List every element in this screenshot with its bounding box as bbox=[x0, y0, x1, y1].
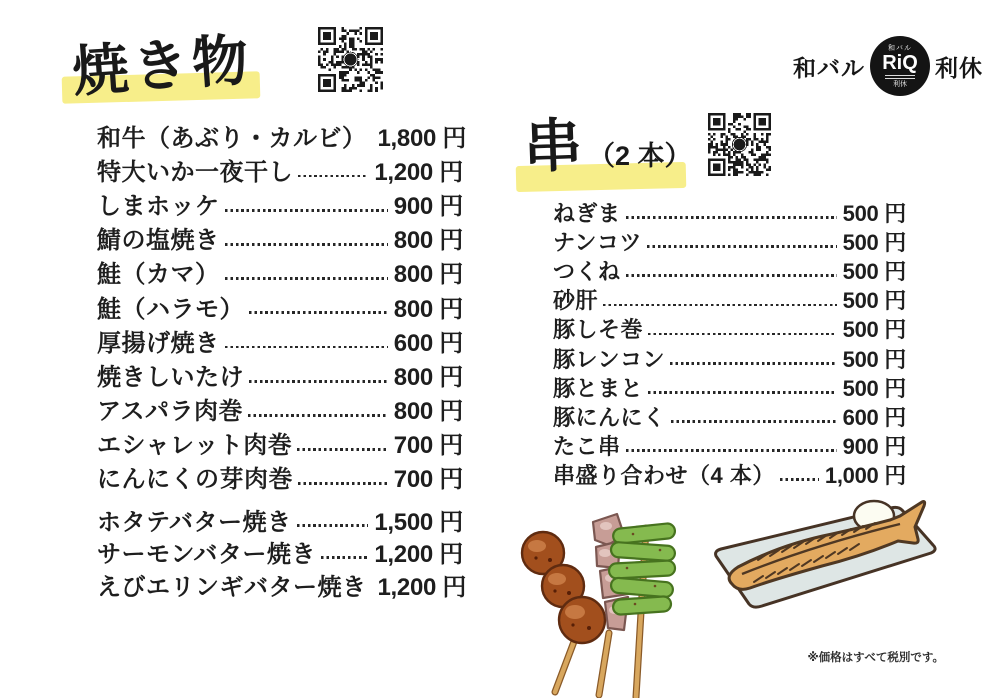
menu-item-name: エシャレット肉巻 bbox=[97, 432, 293, 460]
menu-item-price: 800 円 bbox=[393, 295, 463, 323]
menu-item-price: 500 円 bbox=[842, 288, 906, 314]
dot-leader bbox=[298, 175, 368, 178]
dot-leader bbox=[648, 333, 837, 336]
menu-item-row bbox=[97, 255, 463, 289]
grilled-fish-plate-illustration bbox=[702, 494, 942, 616]
logo-tagline-line bbox=[885, 78, 915, 79]
dot-leader bbox=[626, 449, 837, 452]
menu-item-name: 豚レンコン bbox=[553, 346, 665, 372]
menu-item-row bbox=[97, 289, 463, 323]
logo-tagline-line bbox=[885, 75, 915, 76]
menu-item-name: 串盛り合わせ（4 本） bbox=[553, 462, 775, 488]
menu-item-name: 鮭（カマ） bbox=[97, 261, 220, 289]
menu-item-row bbox=[97, 186, 463, 220]
menu-item-name: 豚しそ巻 bbox=[553, 317, 644, 343]
menu-item-price: 1,200 円 bbox=[377, 573, 467, 601]
menu-item-price: 500 円 bbox=[842, 259, 906, 285]
menu-item-price: 1,200 円 bbox=[374, 158, 463, 186]
dot-leader bbox=[225, 209, 388, 212]
menu-item-name: えびエリンギバター焼き bbox=[97, 573, 367, 601]
menu-item-row bbox=[553, 343, 906, 372]
restaurant-logo bbox=[793, 36, 983, 96]
menu-item-row bbox=[97, 426, 463, 460]
menu-item-row bbox=[553, 256, 906, 285]
menu-item-price: 500 円 bbox=[842, 346, 906, 372]
menu-item-name: 特大いか一夜干し bbox=[97, 158, 293, 186]
dot-leader bbox=[225, 346, 388, 349]
menu-item-name: 鮭（ハラモ） bbox=[97, 295, 244, 323]
logo-circle bbox=[870, 36, 930, 96]
dot-leader bbox=[670, 362, 837, 365]
dot-leader bbox=[249, 311, 388, 314]
menu-item-name: ナンコツ bbox=[553, 230, 642, 256]
menu-item-price: 600 円 bbox=[842, 404, 906, 430]
logo-left-text: 和バル bbox=[793, 54, 865, 81]
dot-leader bbox=[626, 274, 837, 277]
menu-item-name: アスパラ肉巻 bbox=[97, 398, 244, 426]
menu-item-price: 900 円 bbox=[393, 192, 463, 220]
menu-item-name: ホタテバター焼き bbox=[97, 508, 292, 536]
kushi-menu-list bbox=[553, 198, 906, 489]
qr-code-icon bbox=[318, 27, 383, 92]
kushi-title-text: 串 bbox=[522, 113, 584, 180]
kushi-section-title bbox=[522, 113, 692, 180]
dot-leader bbox=[647, 245, 837, 248]
menu-item-name: 豚とまと bbox=[553, 375, 644, 401]
menu-item-price: 1,500 円 bbox=[374, 508, 463, 536]
logo-right-text: 利休 bbox=[935, 54, 983, 81]
yakitori-skewers-illustration bbox=[505, 498, 705, 698]
menu-item-row bbox=[553, 285, 906, 314]
menu-item-row bbox=[553, 227, 906, 256]
dot-leader bbox=[603, 304, 837, 307]
menu-item-name: 焼きしいたけ bbox=[97, 363, 244, 391]
menu-item-price: 1,800 円 bbox=[377, 124, 467, 152]
dot-leader bbox=[671, 420, 837, 423]
menu-item-price: 1,000 円 bbox=[824, 462, 906, 488]
dot-leader bbox=[297, 524, 369, 527]
menu-item-price: 700 円 bbox=[393, 432, 463, 460]
menu-item-price: 500 円 bbox=[842, 317, 906, 343]
menu-item-row bbox=[553, 314, 906, 343]
logo-circle-main-text: RiQ bbox=[882, 51, 918, 74]
menu-item-price: 900 円 bbox=[842, 433, 906, 459]
menu-item-row bbox=[97, 392, 463, 426]
menu-item-name: たこ串 bbox=[553, 433, 621, 459]
menu-item-name: 豚にんにく bbox=[553, 404, 666, 430]
dot-leader bbox=[780, 478, 819, 481]
tax-disclaimer-note: ※価格はすべて税別です。 bbox=[807, 652, 944, 664]
kushi-title-subtitle: （2 本） bbox=[588, 141, 692, 171]
menu-item-price: 700 円 bbox=[393, 466, 463, 494]
menu-item-name: 和牛（あぶり・カルビ） bbox=[97, 124, 367, 152]
menu-item-row bbox=[553, 402, 906, 431]
dot-leader bbox=[648, 391, 837, 394]
menu-item-row bbox=[97, 460, 463, 494]
menu-item-row bbox=[97, 152, 463, 186]
menu-item-price: 500 円 bbox=[842, 375, 906, 401]
logo-circle-top-text: 和バル bbox=[888, 44, 912, 52]
menu-item-row bbox=[97, 536, 463, 569]
menu-item-name: 砂肝 bbox=[553, 288, 599, 314]
menu-item-row bbox=[97, 323, 463, 357]
menu-item-row bbox=[97, 568, 467, 601]
menu-item-name: しまホッケ bbox=[97, 192, 220, 220]
menu-item-name: ねぎま bbox=[553, 201, 621, 227]
menu-item-row bbox=[97, 221, 463, 255]
yakimono-menu-list bbox=[97, 118, 467, 601]
menu-item-price: 500 円 bbox=[842, 201, 906, 227]
dot-leader bbox=[298, 482, 388, 485]
menu-item-row bbox=[553, 460, 906, 489]
menu-item-name: つくね bbox=[553, 259, 621, 285]
menu-item-row bbox=[553, 198, 906, 227]
menu-item-row bbox=[97, 503, 463, 536]
menu-item-name: 厚揚げ焼き bbox=[97, 329, 220, 357]
menu-item-row bbox=[553, 431, 906, 460]
menu-item-row bbox=[553, 373, 906, 402]
menu-item-name: 鯖の塩焼き bbox=[97, 227, 220, 255]
dot-leader bbox=[321, 556, 369, 559]
menu-item-price: 600 円 bbox=[393, 329, 463, 357]
menu-item-price: 800 円 bbox=[393, 227, 463, 255]
menu-item-price: 1,200 円 bbox=[374, 541, 463, 569]
menu-item-name: にんにくの芽肉巻 bbox=[97, 466, 293, 494]
dot-leader bbox=[248, 414, 388, 417]
menu-item-price: 800 円 bbox=[393, 363, 463, 391]
dot-leader bbox=[297, 448, 388, 451]
menu-item-row bbox=[97, 357, 463, 391]
yakimono-section-title: 焼き物 bbox=[70, 27, 255, 104]
dot-leader bbox=[249, 380, 388, 383]
logo-circle-bottom-text: 利休 bbox=[893, 80, 907, 88]
menu-item-price: 800 円 bbox=[393, 261, 463, 289]
dot-leader bbox=[225, 243, 388, 246]
dot-leader bbox=[225, 277, 388, 280]
menu-item-price: 800 円 bbox=[393, 398, 463, 426]
dot-leader bbox=[626, 216, 837, 219]
menu-item-price: 500 円 bbox=[842, 230, 906, 256]
menu-item-row bbox=[97, 118, 467, 152]
menu-item-name: サーモンバター焼き bbox=[97, 541, 316, 569]
qr-code-icon bbox=[708, 113, 771, 176]
